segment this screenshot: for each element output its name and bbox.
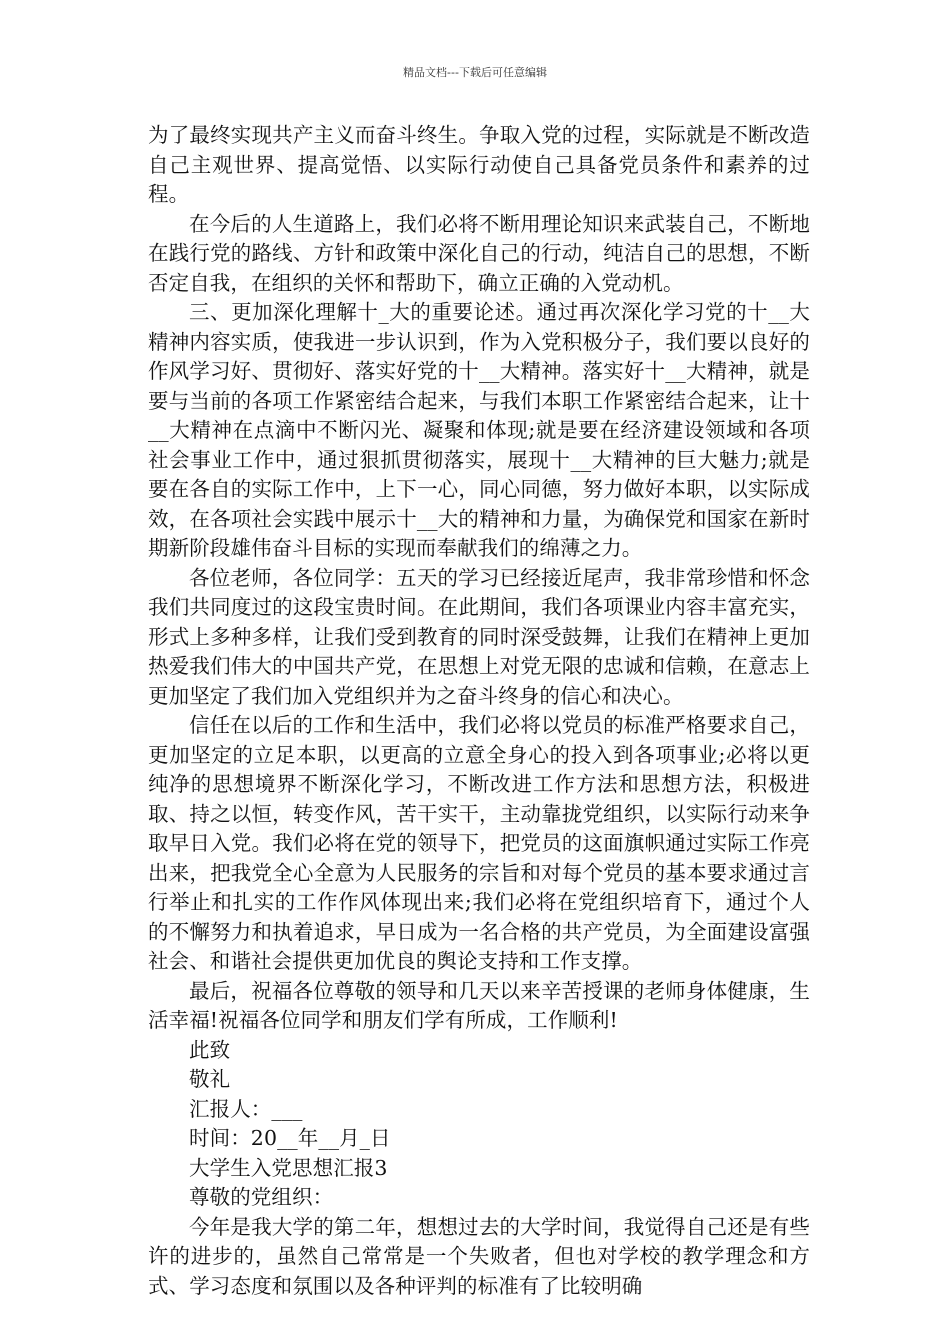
salutation: 尊敬的党组织： bbox=[189, 1185, 334, 1209]
paragraph-3: 三、更加深化理解十_大的重要论述。通过再次深化学习党的十__大精神内容实质，使我进一步认识到，作为入党积极分子，我们要以良好的作风学习好、贯彻好、落实好党的十__大精神。落实好十__大精神，就是要与当前的各项工作紧密结合起来，与我们本职工作紧密结合起来，让十__大精神在点滴中不断闪光、凝聚和体现;就是要在经济建设领域和各项社会事业工作中，通过狠抓贯彻落实，展现十__大精神的巨大魅力;就是要在各自的实际工作中，上下一心，同心同德，努力做好本职，以实际成效，在各项社会实践中展示十__大的精神和力量，为确保党和国家在新时期新阶段雄伟奋斗目标的实现而奉献我们的绵薄之力。 bbox=[148, 300, 810, 560]
paragraph-7: 今年是我大学的第二年，想想过去的大学时间，我觉得自己还是有些许的进步的，虽然自己常常是一个失败者，但也对学校的教学理念和方式、学习态度和氛围以及各种评判的标准有了比较明确 bbox=[148, 1214, 810, 1298]
section-title: 大学生入党思想汇报3 bbox=[189, 1155, 388, 1180]
paragraph-6: 最后，祝福各位尊敬的领导和几天以来辛苦授课的老师身体健康，生活幸福!祝福各位同学和朋友们学有所成，工作顺利! bbox=[148, 978, 810, 1032]
document-body bbox=[148, 121, 810, 1301]
date-line: 时间：20__年__月_日 bbox=[189, 1126, 391, 1150]
paragraph-4: 各位老师，各位同学：五天的学习已经接近尾声，我非常珍惜和怀念我们共同度过的这段宝贵时间。在此期间，我们各项课业内容丰富充实，形式上多种多样，让我们受到教育的同时深受鼓舞，让我们在精神上更加热爱我们伟大的中国共产党，在思想上对党无限的忠诚和信赖，在意志上更加坚定了我们加入党组织并为之奋斗终身的信心和决心。 bbox=[148, 565, 810, 708]
reporter-line: 汇报人：___ bbox=[189, 1096, 303, 1121]
closing-line-2: 敬礼 bbox=[189, 1067, 231, 1091]
closing-line-1: 此致 bbox=[189, 1037, 231, 1062]
page-header: 精品文档---下载后可任意编辑 bbox=[403, 66, 547, 79]
paragraph-2: 在今后的人生道路上，我们必将不断用理论知识来武装自己，不断地在践行党的路线、方针和政策中深化自己的行动，纯洁自己的思想，不断否定自我，在组织的关怀和帮助下，确立正确的入党动机。 bbox=[148, 211, 810, 295]
paragraph-5: 信任在以后的工作和生活中，我们必将以党员的标准严格要求自己，更加坚定的立足本职，以更高的立意全身心的投入到各项事业;必将以更纯净的思想境界不断深化学习，不断改进工作方法和思想方法，积极进取、持之以恒，转变作风，苦干实干，主动靠拢党组织，以实际行动来争取早日入党。我们必将在党的领导下，把党员的这面旗帜通过实际工作亮出来，把我党全心全意为人民服务的宗旨和对每个党员的基本要求通过言行举止和扎实的工作作风体现出来;我们必将在党组织培育下，通过个人的不懈努力和执着追求，早日成为一名合格的共产党员，为全面建设富强社会、和谐社会提供更加优良的舆论支持和工作支撑。 bbox=[148, 713, 810, 973]
paragraph-1: 为了最终实现共产主义而奋斗终生。争取入党的过程，实际就是不断改造自己主观世界、提高觉悟、以实际行动使自己具备党员条件和素养的过程。 bbox=[148, 123, 810, 206]
